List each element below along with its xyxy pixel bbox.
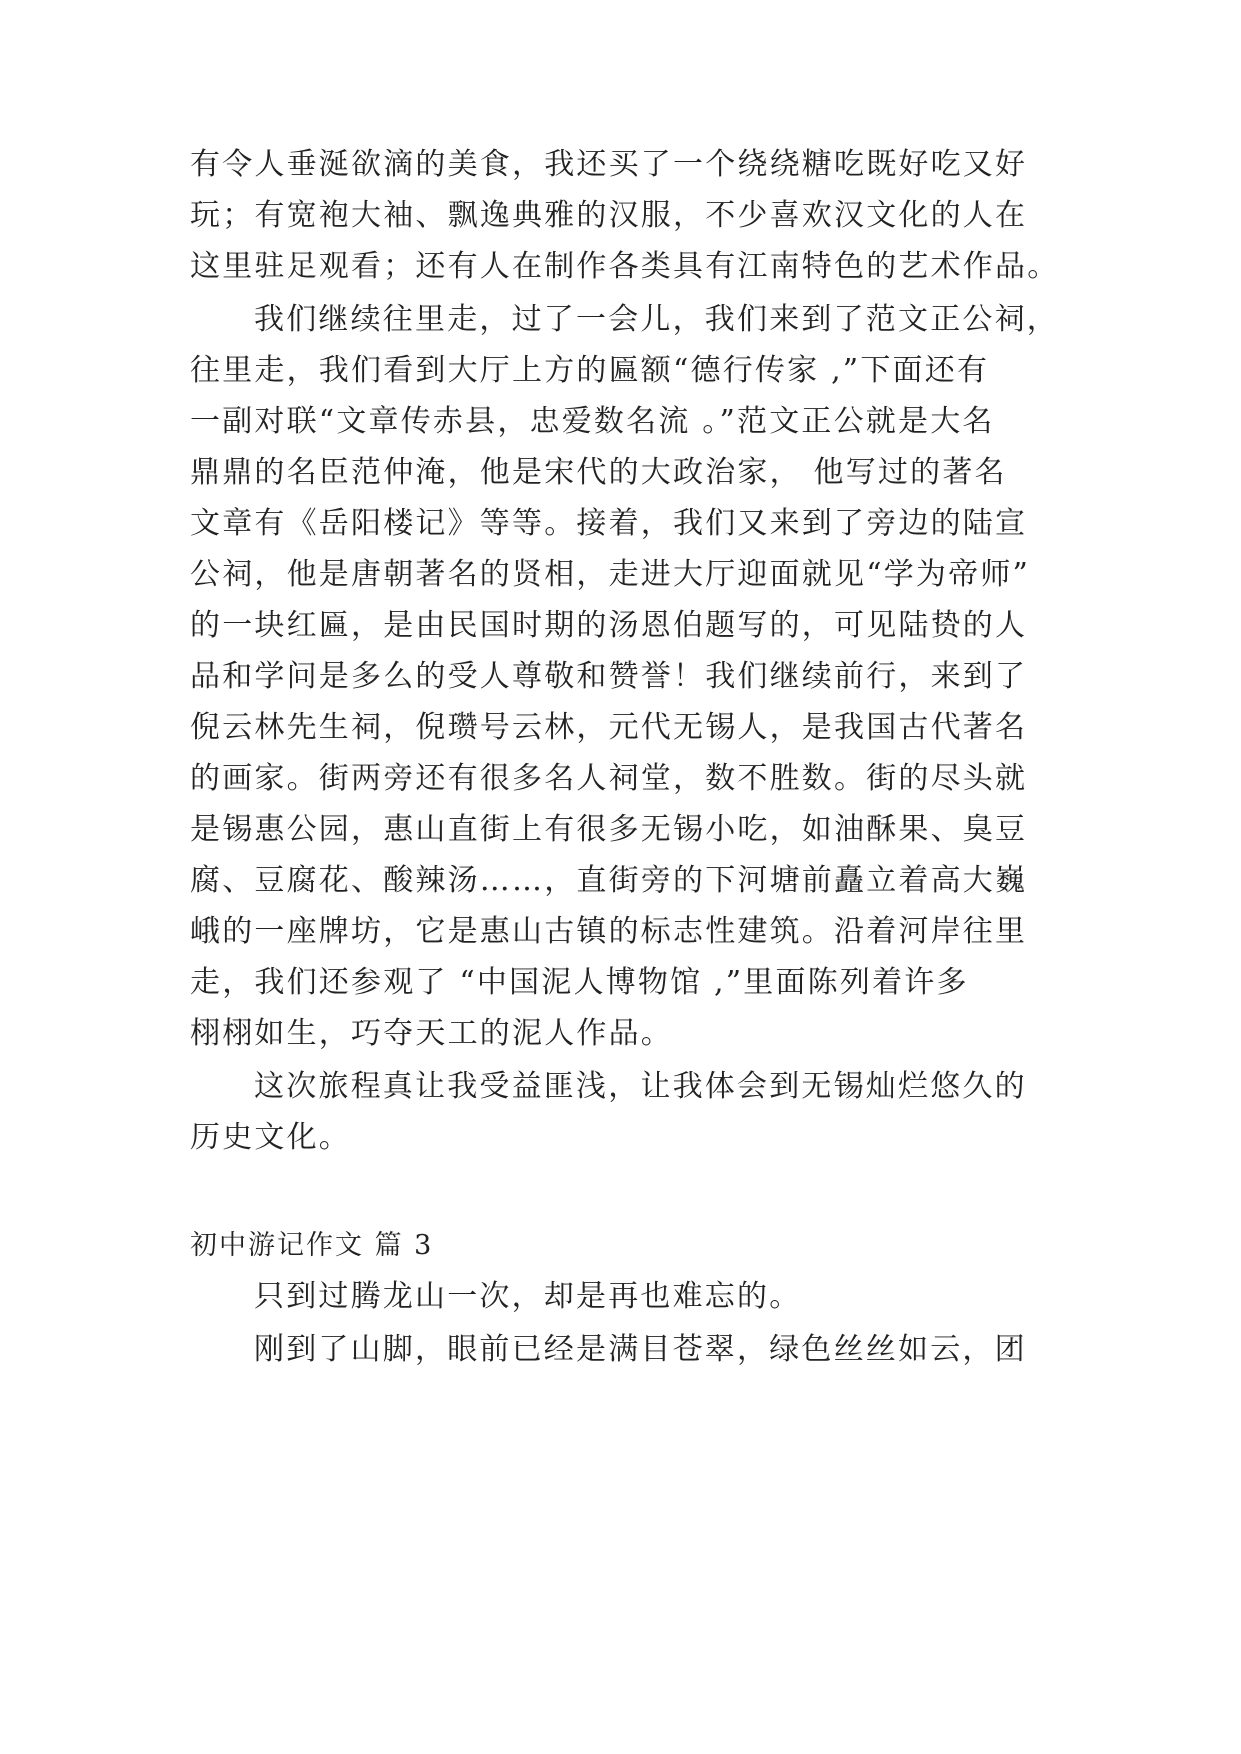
text-line: 这里驻足观看；还有人在制作各类具有江南特色的艺术作品。	[190, 249, 1060, 284]
text-line: 腐、豆腐花、酸辣汤……，直街旁的下河塘前矗立着高大巍	[190, 863, 1028, 898]
text-line: 鼎鼎的名臣范仲淹，他是宋代的大政治家， 他写过的著名	[190, 455, 1007, 490]
text-line: 是锡惠公园，惠山直街上有很多无锡小吃，如油酥果、臭豆	[190, 812, 1028, 847]
text-line: 只到过腾龙山一次，却是再也难忘的。	[254, 1279, 802, 1314]
text-line: 栩栩如生，巧夺天工的泥人作品。	[190, 1016, 673, 1051]
text-line: 品和学问是多么的受人尊敬和赞誉！我们继续前行，来到了	[190, 659, 1028, 694]
section-heading: 初中游记作文 篇 3	[190, 1230, 434, 1261]
text-line: 一副对联“文章传赤县，忠爱数名流 。”范文正公就是大名	[190, 404, 995, 439]
text-line: 这次旅程真让我受益匪浅，让我体会到无锡灿烂悠久的	[254, 1069, 1027, 1104]
text-line: 有令人垂涎欲滴的美食，我还买了一个绕绕糖吃既好吃又好	[190, 147, 1028, 182]
text-line: 往里走，我们看到大厅上方的匾额“德行传家 ,”下面还有	[190, 353, 990, 388]
text-line: 我们继续往里走，过了一会儿，我们来到了范文正公祠，	[254, 302, 1059, 337]
text-line: 公祠，他是唐朝著名的贤相，走进大厅迎面就见“学为帝师”	[190, 557, 1031, 592]
text-line: 倪云林先生祠，倪瓒号云林，元代无锡人，是我国古代著名	[190, 710, 1028, 745]
text-line: 峨的一座牌坊，它是惠山古镇的标志性建筑。沿着河岸往里	[190, 914, 1028, 949]
text-line: 走，我们还参观了 “中国泥人博物馆 ,”里面陈列着许多	[190, 965, 969, 1000]
text-line: 文章有《岳阳楼记》等等。接着，我们又来到了旁边的陆宣	[190, 506, 1028, 541]
text-line: 的一块红匾，是由民国时期的汤恩伯题写的，可见陆贽的人	[190, 608, 1028, 643]
document-page	[190, 0, 1070, 1754]
text-line: 历史文化。	[190, 1120, 351, 1155]
text-line: 的画家。街两旁还有很多名人祠堂，数不胜数。街的尽头就	[190, 761, 1028, 796]
text-line: 玩；有宽袍大袖、飘逸典雅的汉服，不少喜欢汉文化的人在	[190, 198, 1028, 233]
text-line: 刚到了山脚，眼前已经是满目苍翠，绿色丝丝如云，团	[254, 1332, 1027, 1367]
